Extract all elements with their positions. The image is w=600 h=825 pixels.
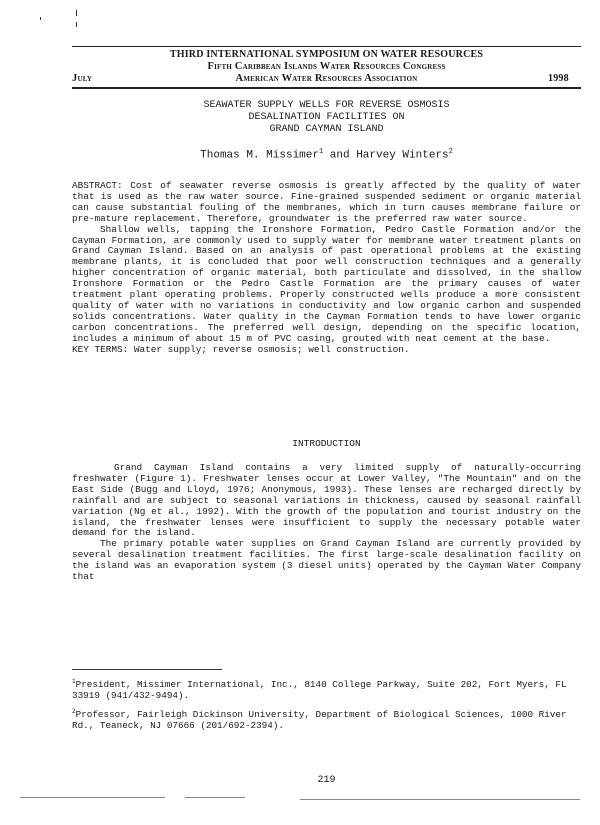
scan-edge-line bbox=[300, 799, 580, 800]
page-number: 219 bbox=[317, 775, 336, 786]
footnote-2-mark: 2 bbox=[72, 708, 76, 715]
header-month: July bbox=[72, 73, 93, 84]
introduction-paragraph-2: The primary potable water supplies on Grand Cayman Island are currently provided by several desalination treatment facilities. The first large-scale desalination facility on the island was an evaporation system (3 diesel units) operated by the Cayman Water Company that bbox=[72, 538, 581, 583]
scan-mark bbox=[76, 22, 77, 27]
introduction-heading: INTRODUCTION bbox=[292, 438, 361, 449]
key-terms: KEY TERMS: Water supply; reverse osmosis; well construction. bbox=[72, 343, 410, 355]
author-1-footnote-mark: 1 bbox=[318, 148, 324, 156]
author-list bbox=[72, 148, 581, 162]
footnote-1-text: President, Missimer International, Inc., 8140 College Parkway, Suite 202, Fort Myers, FL 33919 (941/432-9494). bbox=[72, 679, 567, 702]
paper-title-line-2: DESALINATION FACILITIES ON bbox=[248, 112, 405, 123]
abstract bbox=[72, 181, 581, 356]
association-name: American Water Resources Association bbox=[235, 73, 418, 84]
scan-edge-line bbox=[185, 797, 245, 798]
header-rule-top bbox=[72, 46, 581, 47]
congress-title: Fifth Caribbean Islands Water Resources Congress bbox=[207, 61, 446, 72]
footnote-2-text: Professor, Fairleigh Dickinson University, Department of Biological Sciences, 1000 River Rd., Teaneck, NJ 07666 (201/692-2394). bbox=[72, 709, 567, 732]
footnote-2 bbox=[72, 706, 581, 731]
abstract-paragraph-1: ABSTRACT: Cost of seawater reverse osmosis is greatly affected by the quality of water that is used as the raw water source. Fine-grained suspended sediment or organic material can cause substantial fouling of the membranes, which in turn causes membrane failure or pre-mature replacement. Therefore, groundwater is the preferred raw water source. bbox=[72, 180, 581, 224]
introduction-body bbox=[72, 463, 581, 583]
footnote-rule bbox=[72, 669, 222, 670]
paper-title-line-3: GRAND CAYMAN ISLAND bbox=[269, 124, 384, 135]
author-conjunction: and bbox=[323, 149, 357, 162]
abstract-paragraph-2: Shallow wells, tapping the Ironshore Formation, Pedro Castle Formation and/or the Cayman Formation, are commonly used to supply water for membrane water treatment plants on Grand Cayman Island. Based on an analysis of past operational problems at the existing membrane plants, it is concluded that poor well construction techniques and a generally higher concentration of organic material, both particulate and dissolved, in the shallow Ironshore Formation or the Pedro Castle Formation are the primary causes of water treatment plant operating problems. Properly constructed wells produce a more consistent quality of water with no variations in conductivity and low organic carbon and suspended solids concentrations. Water quality in the Cayman Formation tends to have lower organic carbon concentrations. The preferred well design, depending on the specific location, includes a minimum of about 15 m of PVC casing, grouted with neat cement at the base. bbox=[72, 223, 581, 344]
symposium-title: THIRD INTERNATIONAL SYMPOSIUM ON WATER RESOURCES bbox=[169, 49, 484, 60]
scan-edge-line bbox=[20, 797, 165, 798]
paper-title-line-1: SEAWATER SUPPLY WELLS FOR REVERSE OSMOSIS bbox=[203, 100, 450, 111]
footnote-1-mark: 1 bbox=[72, 678, 76, 685]
scan-mark bbox=[76, 10, 77, 16]
author-2-footnote-mark: 2 bbox=[448, 148, 453, 156]
introduction-paragraph-1: Grand Cayman Island contains a very limited supply of naturally-occurring freshwater (Figure 1). Freshwater lenses occur at Lower Valley, "The Mountain" and on the East Side (Bugg and Lloyd, 1976; Anonymous, 1993). These lenses are recharged directly by rainfall and are subject to seasonal variations in thickness, caused by seasonal rainfall variation (Ng et al., 1992). With the growth of the population and tourist industry on the island, the freshwater lenses were insufficient to supply the necessary potable water demand for the island. bbox=[72, 462, 581, 539]
scan-mark bbox=[40, 17, 41, 20]
author-2: Harvey Winters bbox=[356, 149, 449, 162]
header-rule-bottom bbox=[72, 87, 581, 89]
header-year: 1998 bbox=[548, 73, 569, 84]
author-1: Thomas M. Missimer bbox=[200, 149, 319, 162]
footnote-1 bbox=[72, 676, 581, 701]
